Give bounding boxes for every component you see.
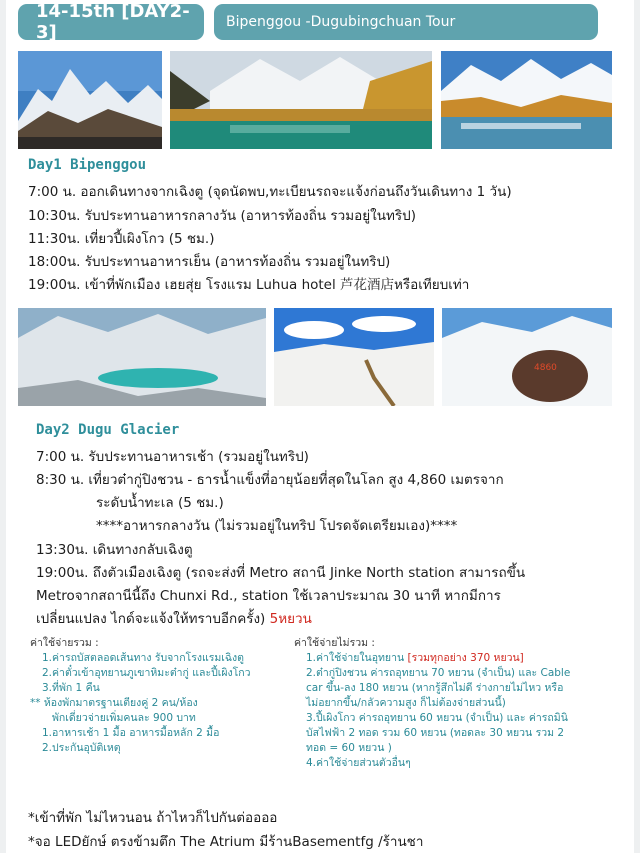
excluded-list <box>294 636 626 771</box>
included-title: ค่าใช้จ่ายรวม : <box>30 637 99 649</box>
day1-item: 18:00น. รับประทานอาหารเย็น (อาหารท้องถิ่น รวมอยู่ในทริป) <box>28 254 391 270</box>
list-item: พักเดี่ยวจ่ายเพิ่มคนละ 900 บาท <box>52 712 196 724</box>
svg-text:4860: 4860 <box>534 363 557 373</box>
day1-item: 7:00 น. ออกเดินทางจากเฉิงตู (จุดนัดพบ,ทะเบียนรถจะแจ้งก่อนถึงวันเดินทาง 1 วัน) <box>28 184 512 200</box>
list-item: 3.ปี้เผิงโกว ค่ารถอุทยาน 60 หยวน (จำเป็น) และ ค่ารถมินิ <box>306 712 568 724</box>
list-item: 3.ที่พัก 1 คืน <box>42 682 100 694</box>
date-label: 14-15th [DAY2-3] <box>36 1 190 43</box>
list-item: 2.ประกันอุบัติเหตุ <box>42 742 121 754</box>
day2-item <box>36 607 312 629</box>
snow-lake-photo <box>441 51 612 149</box>
day2-item: ****อาหารกลางวัน (ไม่รวมอยู่ในทริป โปรดจัดเตรียมเอง)**** <box>96 518 458 534</box>
day2-item: 7:00 น. รับประทานอาหารเช้า (รวมอยู่ในทริป) <box>36 449 309 465</box>
day2-item: Metroจากสถานีนี้ถึง Chunxi Rd., station ใช้เวลาประมาณ 30 นาที หากมีการ <box>36 588 501 604</box>
excluded-title: ค่าใช้จ่ายไม่รวม : <box>294 637 375 649</box>
included-list <box>30 636 290 756</box>
snow-mountain-photo <box>18 51 162 149</box>
day2-item: 8:30 น. เที่ยวต๋ากู่ปิงชวน - ธารน้ำแข็งที่อายุน้อยที่สุดในโลก สูง 4,860 เมตรจาก <box>36 472 504 488</box>
day2-item-text: เปลี่ยนแปลง ไกด์จะแจ้งให้ทราบอีกครั้ง) <box>36 611 266 627</box>
list-item: 4.ค่าใช้จ่ายส่วนตัวอื่นๆ <box>306 757 411 769</box>
altitude-stone-photo <box>442 308 612 406</box>
day2-item: ระดับน้ำทะเล (5 ชม.) <box>96 495 224 511</box>
glacier-lake-photo <box>18 308 266 406</box>
footer-note: *จอ LEDยักษ์ ตรงข้ามตึก The Atrium มีร้านBasementfg /ร้านชา <box>28 834 424 850</box>
list-item: ** ห้องพักมาตรฐานเตียงคู่ 2 คน/ห้อง <box>30 697 198 709</box>
excluded-total-note: [รวมทุกอย่าง 370 หยวน] <box>407 652 524 664</box>
excluded-item-text: 1.ค่าใช้จ่ายในอุทยาน <box>306 652 405 664</box>
day1-item: 19:00น. เข้าที่พักเมือง เฮยสุ่ย โรงแรม Luhua hotel 芦花酒店หรือเทียบเท่า <box>28 277 470 293</box>
list-item: ทอด = 60 หยวน ) <box>306 742 392 754</box>
footer-note: *เข้าที่พัก ไม่ไหวนอน ถ้าไหวก็ไปกันต่ออออ <box>28 810 278 826</box>
day1-heading: Day1 Bipenggou <box>28 157 147 173</box>
day1-item: 11:30น. เที่ยวปี้เผิงโกว (5 ชม.) <box>28 231 215 247</box>
list-item: บัสไฟฟ้า 2 ทอด รวม 60 หยวน (ทอดละ 30 หยวน รวม 2 <box>306 727 565 739</box>
day1-item: 10:30น. รับประทานอาหารกลางวัน (อาหารท้องถิ่น รวมอยู่ในทริป) <box>28 208 416 224</box>
tour-title: Bipenggou -Dugubingchuan Tour <box>226 14 456 30</box>
list-item: ไม่อยากขึ้น/กลัวความสูง ก็ไม่ต้องจ่ายส่วนนี้) <box>306 697 506 709</box>
list-item <box>294 651 626 666</box>
day2-item: 13:30น. เดินทางกลับเฉิงตู <box>36 542 193 558</box>
snow-trail-photo <box>274 308 434 406</box>
tour-title-banner <box>214 4 598 40</box>
date-badge <box>18 1 204 43</box>
day2-item: 19:00น. ถึงตัวเมืองเฉิงตู (รถจะส่งที่ Metro สถานี Jinke North station สามารถขึ้น <box>36 565 526 581</box>
list-item: 1.อาหารเช้า 1 มื้อ อาหารมื้อหลัก 2 มื้อ <box>42 727 220 739</box>
list-item: 2.ต๋ากู่ปิงชวน ค่ารถอุทยาน 70 หยวน (จำเป็น) และ Cable <box>306 667 571 679</box>
lake-autumn-photo <box>170 51 432 149</box>
list-item: 2.ค่าตั๋วเข้าอุทยานภูเขาหิมะต๋ากู่ และปี้เผิงโกว <box>42 667 251 679</box>
price-note: 5หยวน <box>269 611 312 627</box>
day2-heading: Day2 Dugu Glacier <box>36 422 180 438</box>
list-item: 1.ค่ารถบัสตลอดเส้นทาง รับจากโรงแรมเฉิงตู <box>42 652 244 664</box>
list-item: car ขึ้น-ลง 180 หยวน (หากรู้สึกไม่ดี ร่างกายไม่ไหว หรือ <box>306 682 564 694</box>
